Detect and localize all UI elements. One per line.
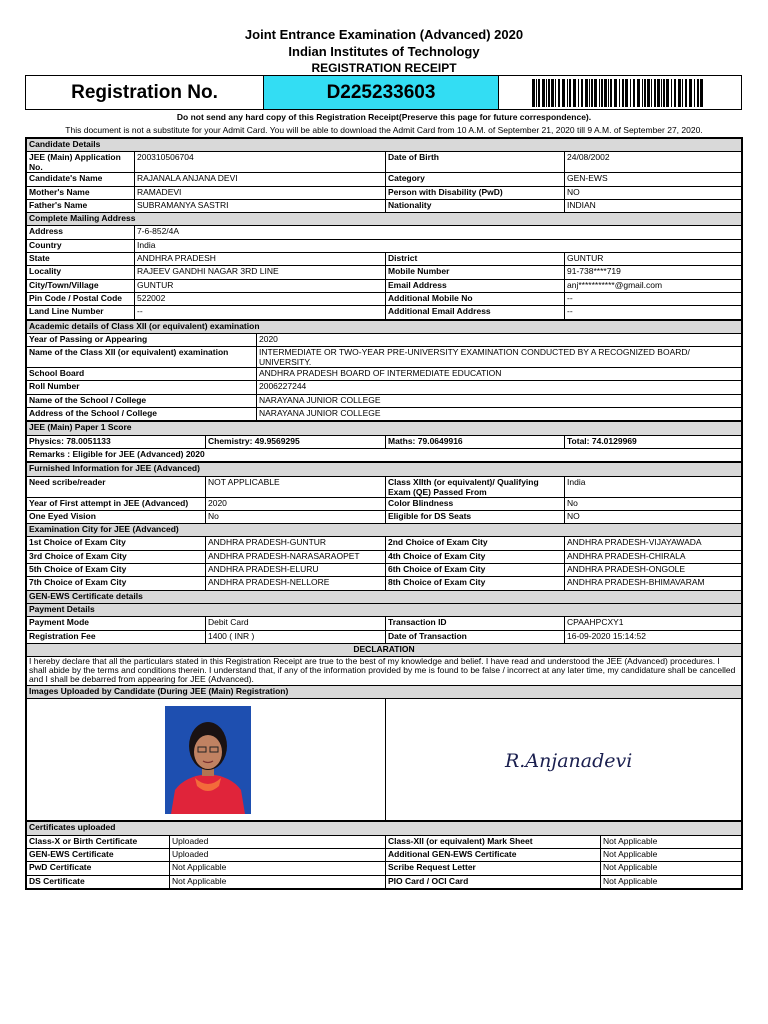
label: Additional GEN-EWS Certificate <box>386 848 601 861</box>
label: Locality <box>27 266 135 279</box>
barcode-bar <box>666 79 669 107</box>
value: 522002 <box>135 292 386 305</box>
label: 4th Choice of Exam City <box>386 550 565 563</box>
label: Registration Fee <box>27 630 206 643</box>
value: -- <box>565 292 742 305</box>
receipt-title: REGISTRATION RECEIPT <box>311 61 457 75</box>
value: Not Applicable <box>170 875 386 888</box>
value: Debit Card <box>206 617 386 630</box>
label: Country <box>27 239 135 252</box>
barcode-bar <box>674 79 676 107</box>
value: RAJEEV GANDHI NAGAR 3RD LINE <box>135 266 386 279</box>
certificates-table <box>26 821 742 888</box>
label: State <box>27 253 135 266</box>
barcode-bar <box>614 79 617 107</box>
barcode-bar <box>542 79 545 107</box>
barcode-bar <box>657 79 660 107</box>
section-title: Examination City for JEE (Advanced) <box>27 524 742 537</box>
value: Not Applicable <box>601 835 742 848</box>
label: DS Certificate <box>27 875 170 888</box>
label: Mother's Name <box>27 186 135 199</box>
value: ANDHRA PRADESH-ONGOLE <box>565 564 742 577</box>
value: SUBRAMANYA SASTRI <box>135 199 386 212</box>
furnished-table <box>26 462 742 821</box>
label: Candidate's Name <box>27 173 135 186</box>
value: NO <box>565 186 742 199</box>
barcode-bar <box>637 79 640 107</box>
label: PIO Card / OCI Card <box>386 875 601 888</box>
barcode-bar <box>630 79 631 107</box>
barcode-bar <box>589 79 590 107</box>
value: 200310506704 <box>135 152 386 173</box>
label: Need scribe/reader <box>27 476 206 497</box>
hardcopy-note: Do not send any hard copy of this Registration Receipt(Preserve this page for future correspondence). <box>176 112 592 122</box>
barcode-bar <box>558 79 560 107</box>
label: Name of the Class XII (or equivalent) examination <box>27 347 257 368</box>
label: Class-XII (or equivalent) Mark Sheet <box>386 835 601 848</box>
value: No <box>565 497 742 510</box>
label: 3rd Choice of Exam City <box>27 550 206 563</box>
label: Name of the School / College <box>27 394 257 407</box>
label: Pin Code / Postal Code <box>27 292 135 305</box>
value: Not Applicable <box>601 848 742 861</box>
barcode-bar <box>585 79 588 107</box>
registration-label: Registration No. <box>26 76 264 109</box>
value: 1400 ( INR ) <box>206 630 386 643</box>
barcode-bar <box>689 79 692 107</box>
label: Address <box>27 226 135 239</box>
value: 24/08/2002 <box>565 152 742 173</box>
value: 2020 <box>257 333 742 346</box>
barcode-bar <box>578 79 579 107</box>
section-title: Complete Mailing Address <box>27 213 742 226</box>
value: Uploaded <box>170 835 386 848</box>
section-title: Academic details of Class XII (or equivalent) examination <box>27 320 742 333</box>
total-score: Total: 74.0129969 <box>565 435 742 448</box>
label: 2nd Choice of Exam City <box>386 537 565 550</box>
section-title: GEN-EWS Certificate details <box>27 590 742 603</box>
label: Additional Mobile No <box>386 292 565 305</box>
value: -- <box>565 306 742 319</box>
label: Person with Disability (PwD) <box>386 186 565 199</box>
barcode-bar <box>551 79 554 107</box>
barcode-bar <box>661 79 662 107</box>
declaration-title: DECLARATION <box>27 643 742 656</box>
registration-box <box>25 75 742 110</box>
label: Payment Mode <box>27 617 206 630</box>
label: Year of First attempt in JEE (Advanced) <box>27 497 206 510</box>
barcode-bar <box>633 79 635 107</box>
label: Date of Birth <box>386 152 565 173</box>
signature-graphic <box>503 739 633 779</box>
admit-card-note: This document is not a substitute for your Admit Card. You will be able to download the Admit Card from 10 A.M. of September 21, 2020 till 9 A.M. of September 27, 2020. <box>65 125 703 135</box>
value: No <box>206 510 386 523</box>
candidate-photo <box>165 706 251 814</box>
value: NARAYANA JUNIOR COLLEGE <box>257 394 742 407</box>
value: GUNTUR <box>135 279 386 292</box>
barcode-bar <box>694 79 695 107</box>
section-title: Furnished Information for JEE (Advanced) <box>27 463 742 476</box>
label: Additional Email Address <box>386 306 565 319</box>
value: ANDHRA PRADESH-NELLORE <box>206 577 386 590</box>
value: 16-09-2020 15:14:52 <box>565 630 742 643</box>
label: One Eyed Vision <box>27 510 206 523</box>
value: RAJANALA ANJANA DEVI <box>135 173 386 186</box>
barcode-bar <box>546 79 547 107</box>
label: Color Blindness <box>386 497 565 510</box>
label: Year of Passing or Appearing <box>27 333 257 346</box>
barcode-bar <box>562 79 565 107</box>
label: Email Address <box>386 279 565 292</box>
label: Eligible for DS Seats <box>386 510 565 523</box>
section-title: Payment Details <box>27 603 742 616</box>
label: GEN-EWS Certificate <box>27 848 170 861</box>
candidate-table <box>26 138 742 320</box>
photo-cell <box>27 699 386 821</box>
institute-title: Indian Institutes of Technology <box>288 44 480 59</box>
section-title: Candidate Details <box>27 139 742 152</box>
barcode-bar <box>663 79 665 107</box>
remarks: Remarks : Eligible for JEE (Advanced) 2020 <box>27 448 742 461</box>
barcode-bar <box>671 79 672 107</box>
exam-title: Joint Entrance Examination (Advanced) 2020 <box>244 27 524 42</box>
value: 2006227244 <box>257 381 742 394</box>
value: NOT APPLICABLE <box>206 476 386 497</box>
barcode-bar <box>654 79 656 107</box>
barcode-bar <box>622 79 624 107</box>
barcode-bar <box>536 79 537 107</box>
label: 7th Choice of Exam City <box>27 577 206 590</box>
academic-table <box>26 320 742 422</box>
label: Class XIIth (or equivalent)/ Qualifying Exam (QE) Passed From <box>386 476 565 497</box>
barcode-bar <box>591 79 593 107</box>
label: 6th Choice of Exam City <box>386 564 565 577</box>
barcode-bar <box>567 79 568 107</box>
value: ANDHRA PRADESH <box>135 253 386 266</box>
label: Category <box>386 173 565 186</box>
value: RAMADEVI <box>135 186 386 199</box>
chemistry-score: Chemistry: 49.9569295 <box>206 435 386 448</box>
label: Scribe Request Letter <box>386 862 601 875</box>
barcode-bar <box>604 79 607 107</box>
barcode-bar <box>532 79 535 107</box>
registration-number: D225233603 <box>264 76 499 109</box>
barcode-bar <box>678 79 681 107</box>
barcode-bar <box>700 79 703 107</box>
barcode-bar <box>555 79 556 107</box>
value: India <box>135 239 742 252</box>
value: India <box>565 476 742 497</box>
section-title: Certificates uploaded <box>27 822 742 835</box>
barcode-bar <box>608 79 609 107</box>
section-title: JEE (Main) Paper 1 Score <box>27 422 742 435</box>
value: Not Applicable <box>170 862 386 875</box>
barcode-bar <box>625 79 628 107</box>
label: City/Town/Village <box>27 279 135 292</box>
physics-score: Physics: 78.0051133 <box>27 435 206 448</box>
value: NO <box>565 510 742 523</box>
label: Transaction ID <box>386 617 565 630</box>
barcode <box>499 76 741 109</box>
value: INTERMEDIATE OR TWO-YEAR PRE-UNIVERSITY EXAMINATION CONDUCTED BY A RECOGNIZED BOARD/ UNIVERSITY. <box>257 347 742 368</box>
value: 91-738****719 <box>565 266 742 279</box>
barcode-bar <box>651 79 652 107</box>
label: Land Line Number <box>27 306 135 319</box>
label: School Board <box>27 368 257 381</box>
value: ANDHRA PRADESH-GUNTUR <box>206 537 386 550</box>
label: JEE (Main) Application No. <box>27 152 135 173</box>
receipt-sheet <box>25 137 743 890</box>
value: GEN-EWS <box>565 173 742 186</box>
value: -- <box>135 306 386 319</box>
maths-score: Maths: 79.0649916 <box>386 435 565 448</box>
value: ANDHRA PRADESH-ELURU <box>206 564 386 577</box>
value: INDIAN <box>565 199 742 212</box>
value: ANDHRA PRADESH-BHIMAVARAM <box>565 577 742 590</box>
barcode-bar <box>610 79 612 107</box>
barcode-bar <box>573 79 576 107</box>
value: ANDHRA PRADESH-VIJAYAWADA <box>565 537 742 550</box>
label: Roll Number <box>27 381 257 394</box>
value: GUNTUR <box>565 253 742 266</box>
value: ANDHRA PRADESH-NARASARAOPET <box>206 550 386 563</box>
value: NARAYANA JUNIOR COLLEGE <box>257 408 742 421</box>
barcode-bar <box>644 79 646 107</box>
value: 2020 <box>206 497 386 510</box>
value: ANDHRA PRADESH-CHIRALA <box>565 550 742 563</box>
label: 5th Choice of Exam City <box>27 564 206 577</box>
barcode-bar <box>581 79 583 107</box>
portrait-graphic <box>165 706 251 814</box>
barcode-bar <box>601 79 603 107</box>
label: 8th Choice of Exam City <box>386 577 565 590</box>
label: Mobile Number <box>386 266 565 279</box>
section-title: Images Uploaded by Candidate (During JEE (Main) Registration) <box>27 686 742 699</box>
label: Father's Name <box>27 199 135 212</box>
barcode-graphic <box>532 79 708 107</box>
declaration-text: I hereby declare that all the particulars stated in this Registration Receipt are true to the best of my knowledge and belief. I have read and understood the JEE (Advanced) procedures. I shall abide by the terms and conditions therein. I understand that, if any of the information provided by me is found to be false / incorrect at any later time, my candidature shall be cancelled and I shall be debarred from appearing for JEE (Advanced). <box>27 657 742 686</box>
barcode-bar <box>619 79 620 107</box>
barcode-bar <box>599 79 600 107</box>
value: ANDHRA PRADESH BOARD OF INTERMEDIATE EDUCATION <box>257 368 742 381</box>
barcode-bar <box>548 79 550 107</box>
value: Not Applicable <box>601 875 742 888</box>
value: Uploaded <box>170 848 386 861</box>
barcode-bar <box>538 79 540 107</box>
label: PwD Certificate <box>27 862 170 875</box>
barcode-bar <box>594 79 597 107</box>
barcode-bar <box>647 79 650 107</box>
barcode-bar <box>697 79 699 107</box>
value: Not Applicable <box>601 862 742 875</box>
barcode-bar <box>569 79 571 107</box>
signature-text: R.Anjanadevi <box>505 749 633 772</box>
barcode-bar <box>642 79 643 107</box>
signature <box>503 739 739 781</box>
signature-cell <box>386 699 742 821</box>
value: CPAAHPCXY1 <box>565 617 742 630</box>
barcode-bar <box>685 79 687 107</box>
score-table <box>26 421 742 462</box>
label: Class-X or Birth Certificate <box>27 835 170 848</box>
barcode-bar <box>682 79 683 107</box>
label: Nationality <box>386 199 565 212</box>
label: District <box>386 253 565 266</box>
label: Date of Transaction <box>386 630 565 643</box>
value: 7-6-852/4A <box>135 226 742 239</box>
value: anj***********@gmail.com <box>565 279 742 292</box>
label: 1st Choice of Exam City <box>27 537 206 550</box>
label: Address of the School / College <box>27 408 257 421</box>
